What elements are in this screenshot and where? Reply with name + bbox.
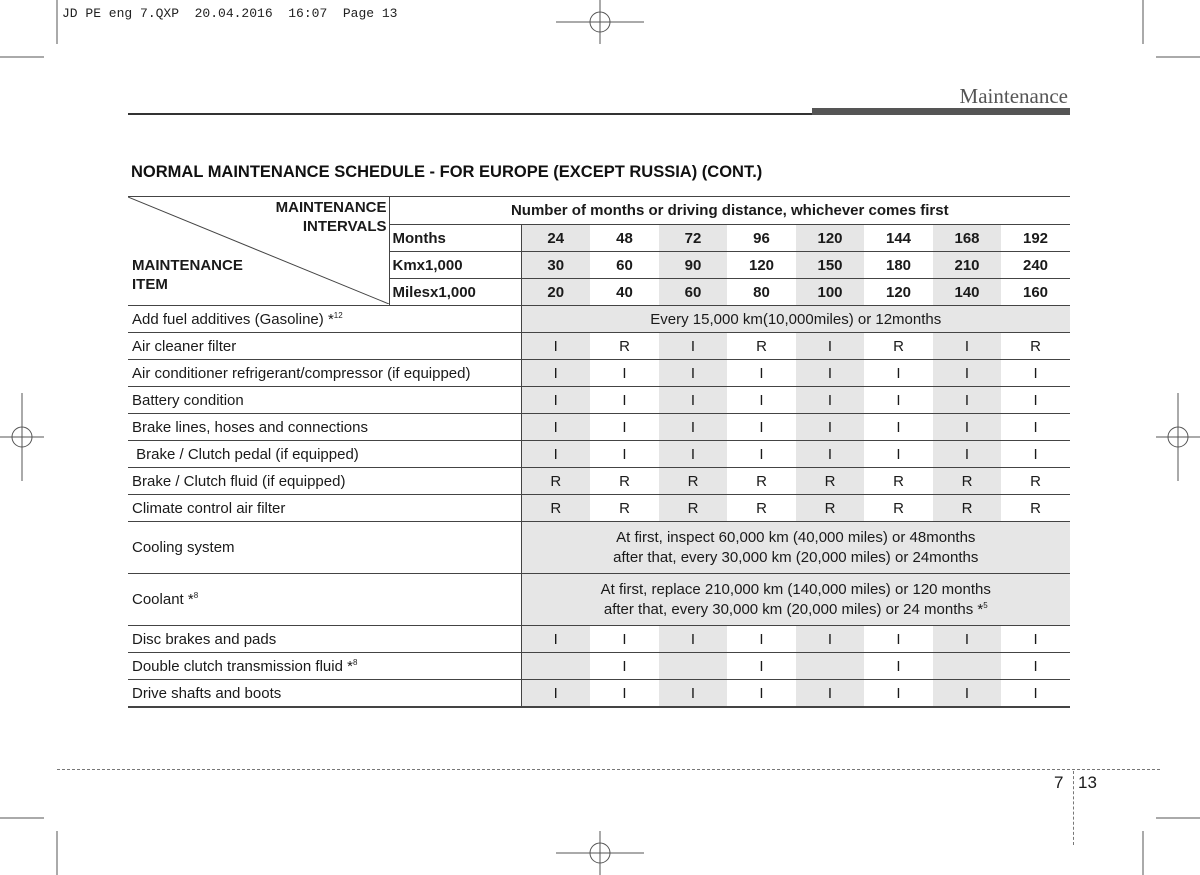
km-cell: 30 bbox=[521, 252, 590, 279]
item-label: Climate control air filter bbox=[128, 495, 521, 522]
miles-cell: 100 bbox=[796, 279, 864, 306]
value-cell: I bbox=[864, 414, 933, 441]
table-row bbox=[128, 468, 1070, 495]
table-row bbox=[128, 680, 1070, 708]
item-label: Air conditioner refrigerant/compressor (if equipped) bbox=[128, 360, 521, 387]
value-cell: R bbox=[521, 495, 590, 522]
table-row bbox=[128, 626, 1070, 653]
item-label: Brake lines, hoses and connections bbox=[128, 414, 521, 441]
miles-cell: 160 bbox=[1001, 279, 1070, 306]
value-cell: I bbox=[727, 441, 796, 468]
interval-span-header: Number of months or driving distance, whichever comes first bbox=[389, 197, 1070, 225]
month-cell: 96 bbox=[727, 225, 796, 252]
value-cell: I bbox=[590, 360, 659, 387]
month-cell: 120 bbox=[796, 225, 864, 252]
miles-cell: 20 bbox=[521, 279, 590, 306]
table-row bbox=[128, 522, 1070, 574]
table-corner-header bbox=[128, 197, 389, 306]
value-cell: I bbox=[864, 626, 933, 653]
value-cell: I bbox=[659, 414, 727, 441]
value-cell: R bbox=[796, 495, 864, 522]
km-label: Kmx1,000 bbox=[389, 252, 521, 279]
value-cell: I bbox=[659, 360, 727, 387]
km-cell: 90 bbox=[659, 252, 727, 279]
value-cell: I bbox=[796, 680, 864, 708]
item-label: Cooling system bbox=[128, 522, 521, 574]
table-row bbox=[128, 574, 1070, 626]
value-cell: I bbox=[933, 360, 1001, 387]
km-cell: 180 bbox=[864, 252, 933, 279]
value-cell: I bbox=[933, 387, 1001, 414]
value-cell: I bbox=[590, 626, 659, 653]
value-cell: I bbox=[521, 441, 590, 468]
value-cell: I bbox=[590, 680, 659, 708]
value-cell bbox=[659, 653, 727, 680]
value-cell: I bbox=[796, 414, 864, 441]
value-cell: I bbox=[659, 626, 727, 653]
month-cell: 168 bbox=[933, 225, 1001, 252]
value-cell: R bbox=[590, 495, 659, 522]
value-cell: I bbox=[521, 360, 590, 387]
value-cell: I bbox=[1001, 441, 1070, 468]
value-cell: I bbox=[727, 387, 796, 414]
value-cell: R bbox=[727, 333, 796, 360]
miles-cell: 140 bbox=[933, 279, 1001, 306]
value-cell: I bbox=[933, 441, 1001, 468]
item-label: Drive shafts and boots bbox=[128, 680, 521, 708]
value-cell: I bbox=[659, 333, 727, 360]
interval-note: Every 15,000 km(10,000miles) or 12months bbox=[521, 306, 1070, 333]
value-cell: R bbox=[521, 468, 590, 495]
value-cell: I bbox=[1001, 680, 1070, 708]
item-label: Brake / Clutch pedal (if equipped) bbox=[128, 441, 521, 468]
value-cell: I bbox=[864, 653, 933, 680]
miles-cell: 40 bbox=[590, 279, 659, 306]
value-cell: I bbox=[590, 387, 659, 414]
page-title: NORMAL MAINTENANCE SCHEDULE - FOR EUROPE (EXCEPT RUSSIA) (CONT.) bbox=[131, 163, 763, 181]
page-number: 13 bbox=[1078, 773, 1097, 792]
table-row bbox=[128, 306, 1070, 333]
corner-item-label: MAINTENANCE ITEM bbox=[132, 257, 243, 293]
value-cell: R bbox=[727, 468, 796, 495]
value-cell: R bbox=[1001, 468, 1070, 495]
item-label: Air cleaner filter bbox=[128, 333, 521, 360]
value-cell: I bbox=[521, 387, 590, 414]
value-cell: I bbox=[933, 333, 1001, 360]
maintenance-schedule-table bbox=[128, 196, 1070, 708]
value-cell: I bbox=[1001, 653, 1070, 680]
page-chapter: 7 bbox=[1054, 773, 1064, 792]
interval-note: At first, replace 210,000 km (140,000 miles) or 120 months after that, every 30,000 km (20,000 miles) or 24 months *$^5$ bbox=[521, 574, 1070, 626]
value-cell: I bbox=[933, 680, 1001, 708]
value-cell bbox=[933, 653, 1001, 680]
miles-cell: 60 bbox=[659, 279, 727, 306]
value-cell bbox=[521, 653, 590, 680]
print-slug: JD PE eng 7.QXP 20.04.2016 16:07 Page 13 bbox=[62, 6, 398, 21]
value-cell: I bbox=[933, 414, 1001, 441]
table-row bbox=[128, 333, 1070, 360]
interval-note: At first, inspect 60,000 km (40,000 miles) or 48months after that, every 30,000 km (20,000 miles) or 24months bbox=[521, 522, 1070, 574]
value-cell: R bbox=[933, 468, 1001, 495]
corner-intervals-label: MAINTENANCE INTERVALS bbox=[275, 199, 387, 235]
value-cell: I bbox=[727, 360, 796, 387]
value-cell: I bbox=[521, 626, 590, 653]
item-label: Coolant *$^8$ bbox=[128, 574, 521, 626]
value-cell: I bbox=[727, 414, 796, 441]
value-cell: I bbox=[590, 414, 659, 441]
table-row bbox=[128, 653, 1070, 680]
km-cell: 240 bbox=[1001, 252, 1070, 279]
item-label: Battery condition bbox=[128, 387, 521, 414]
header-rule-bar bbox=[812, 108, 1070, 115]
value-cell: R bbox=[1001, 333, 1070, 360]
value-cell: I bbox=[864, 387, 933, 414]
value-cell: I bbox=[1001, 626, 1070, 653]
month-cell: 72 bbox=[659, 225, 727, 252]
table-row bbox=[128, 387, 1070, 414]
table-row bbox=[128, 441, 1070, 468]
value-cell: I bbox=[727, 626, 796, 653]
value-cell: I bbox=[864, 360, 933, 387]
value-cell bbox=[796, 653, 864, 680]
miles-cell: 120 bbox=[864, 279, 933, 306]
months-label: Months bbox=[389, 225, 521, 252]
value-cell: I bbox=[590, 653, 659, 680]
value-cell: I bbox=[659, 387, 727, 414]
value-cell: I bbox=[590, 441, 659, 468]
value-cell: R bbox=[590, 468, 659, 495]
value-cell: R bbox=[659, 495, 727, 522]
item-label: Double clutch transmission fluid *$^8$ bbox=[128, 653, 521, 680]
month-cell: 48 bbox=[590, 225, 659, 252]
header-rule bbox=[128, 113, 812, 115]
value-cell: R bbox=[796, 468, 864, 495]
km-cell: 120 bbox=[727, 252, 796, 279]
value-cell: I bbox=[521, 414, 590, 441]
value-cell: R bbox=[659, 468, 727, 495]
table-row bbox=[128, 360, 1070, 387]
value-cell: I bbox=[521, 333, 590, 360]
value-cell: I bbox=[1001, 360, 1070, 387]
value-cell: I bbox=[659, 680, 727, 708]
value-cell: R bbox=[1001, 495, 1070, 522]
value-cell: I bbox=[796, 441, 864, 468]
value-cell: R bbox=[864, 333, 933, 360]
km-cell: 60 bbox=[590, 252, 659, 279]
month-cell: 24 bbox=[521, 225, 590, 252]
value-cell: I bbox=[796, 626, 864, 653]
value-cell: I bbox=[1001, 387, 1070, 414]
km-cell: 210 bbox=[933, 252, 1001, 279]
value-cell: I bbox=[796, 360, 864, 387]
value-cell: R bbox=[933, 495, 1001, 522]
miles-label: Milesx1,000 bbox=[389, 279, 521, 306]
value-cell: R bbox=[590, 333, 659, 360]
footer-rule bbox=[57, 769, 1160, 770]
item-label: Add fuel additives (Gasoline) *$^{12}$ bbox=[128, 306, 521, 333]
value-cell: I bbox=[864, 441, 933, 468]
value-cell: I bbox=[659, 441, 727, 468]
value-cell: I bbox=[933, 626, 1001, 653]
value-cell: R bbox=[864, 468, 933, 495]
value-cell: R bbox=[727, 495, 796, 522]
item-label: Brake / Clutch fluid (if equipped) bbox=[128, 468, 521, 495]
value-cell: I bbox=[796, 387, 864, 414]
value-cell: I bbox=[727, 680, 796, 708]
table-row bbox=[128, 414, 1070, 441]
footer-divider bbox=[1073, 771, 1074, 845]
km-cell: 150 bbox=[796, 252, 864, 279]
item-label: Disc brakes and pads bbox=[128, 626, 521, 653]
value-cell: I bbox=[1001, 414, 1070, 441]
value-cell: I bbox=[727, 653, 796, 680]
value-cell: R bbox=[864, 495, 933, 522]
table-row bbox=[128, 495, 1070, 522]
value-cell: I bbox=[521, 680, 590, 708]
value-cell: I bbox=[864, 680, 933, 708]
section-title: Maintenance bbox=[959, 84, 1068, 108]
month-cell: 192 bbox=[1001, 225, 1070, 252]
miles-cell: 80 bbox=[727, 279, 796, 306]
value-cell: I bbox=[796, 333, 864, 360]
month-cell: 144 bbox=[864, 225, 933, 252]
